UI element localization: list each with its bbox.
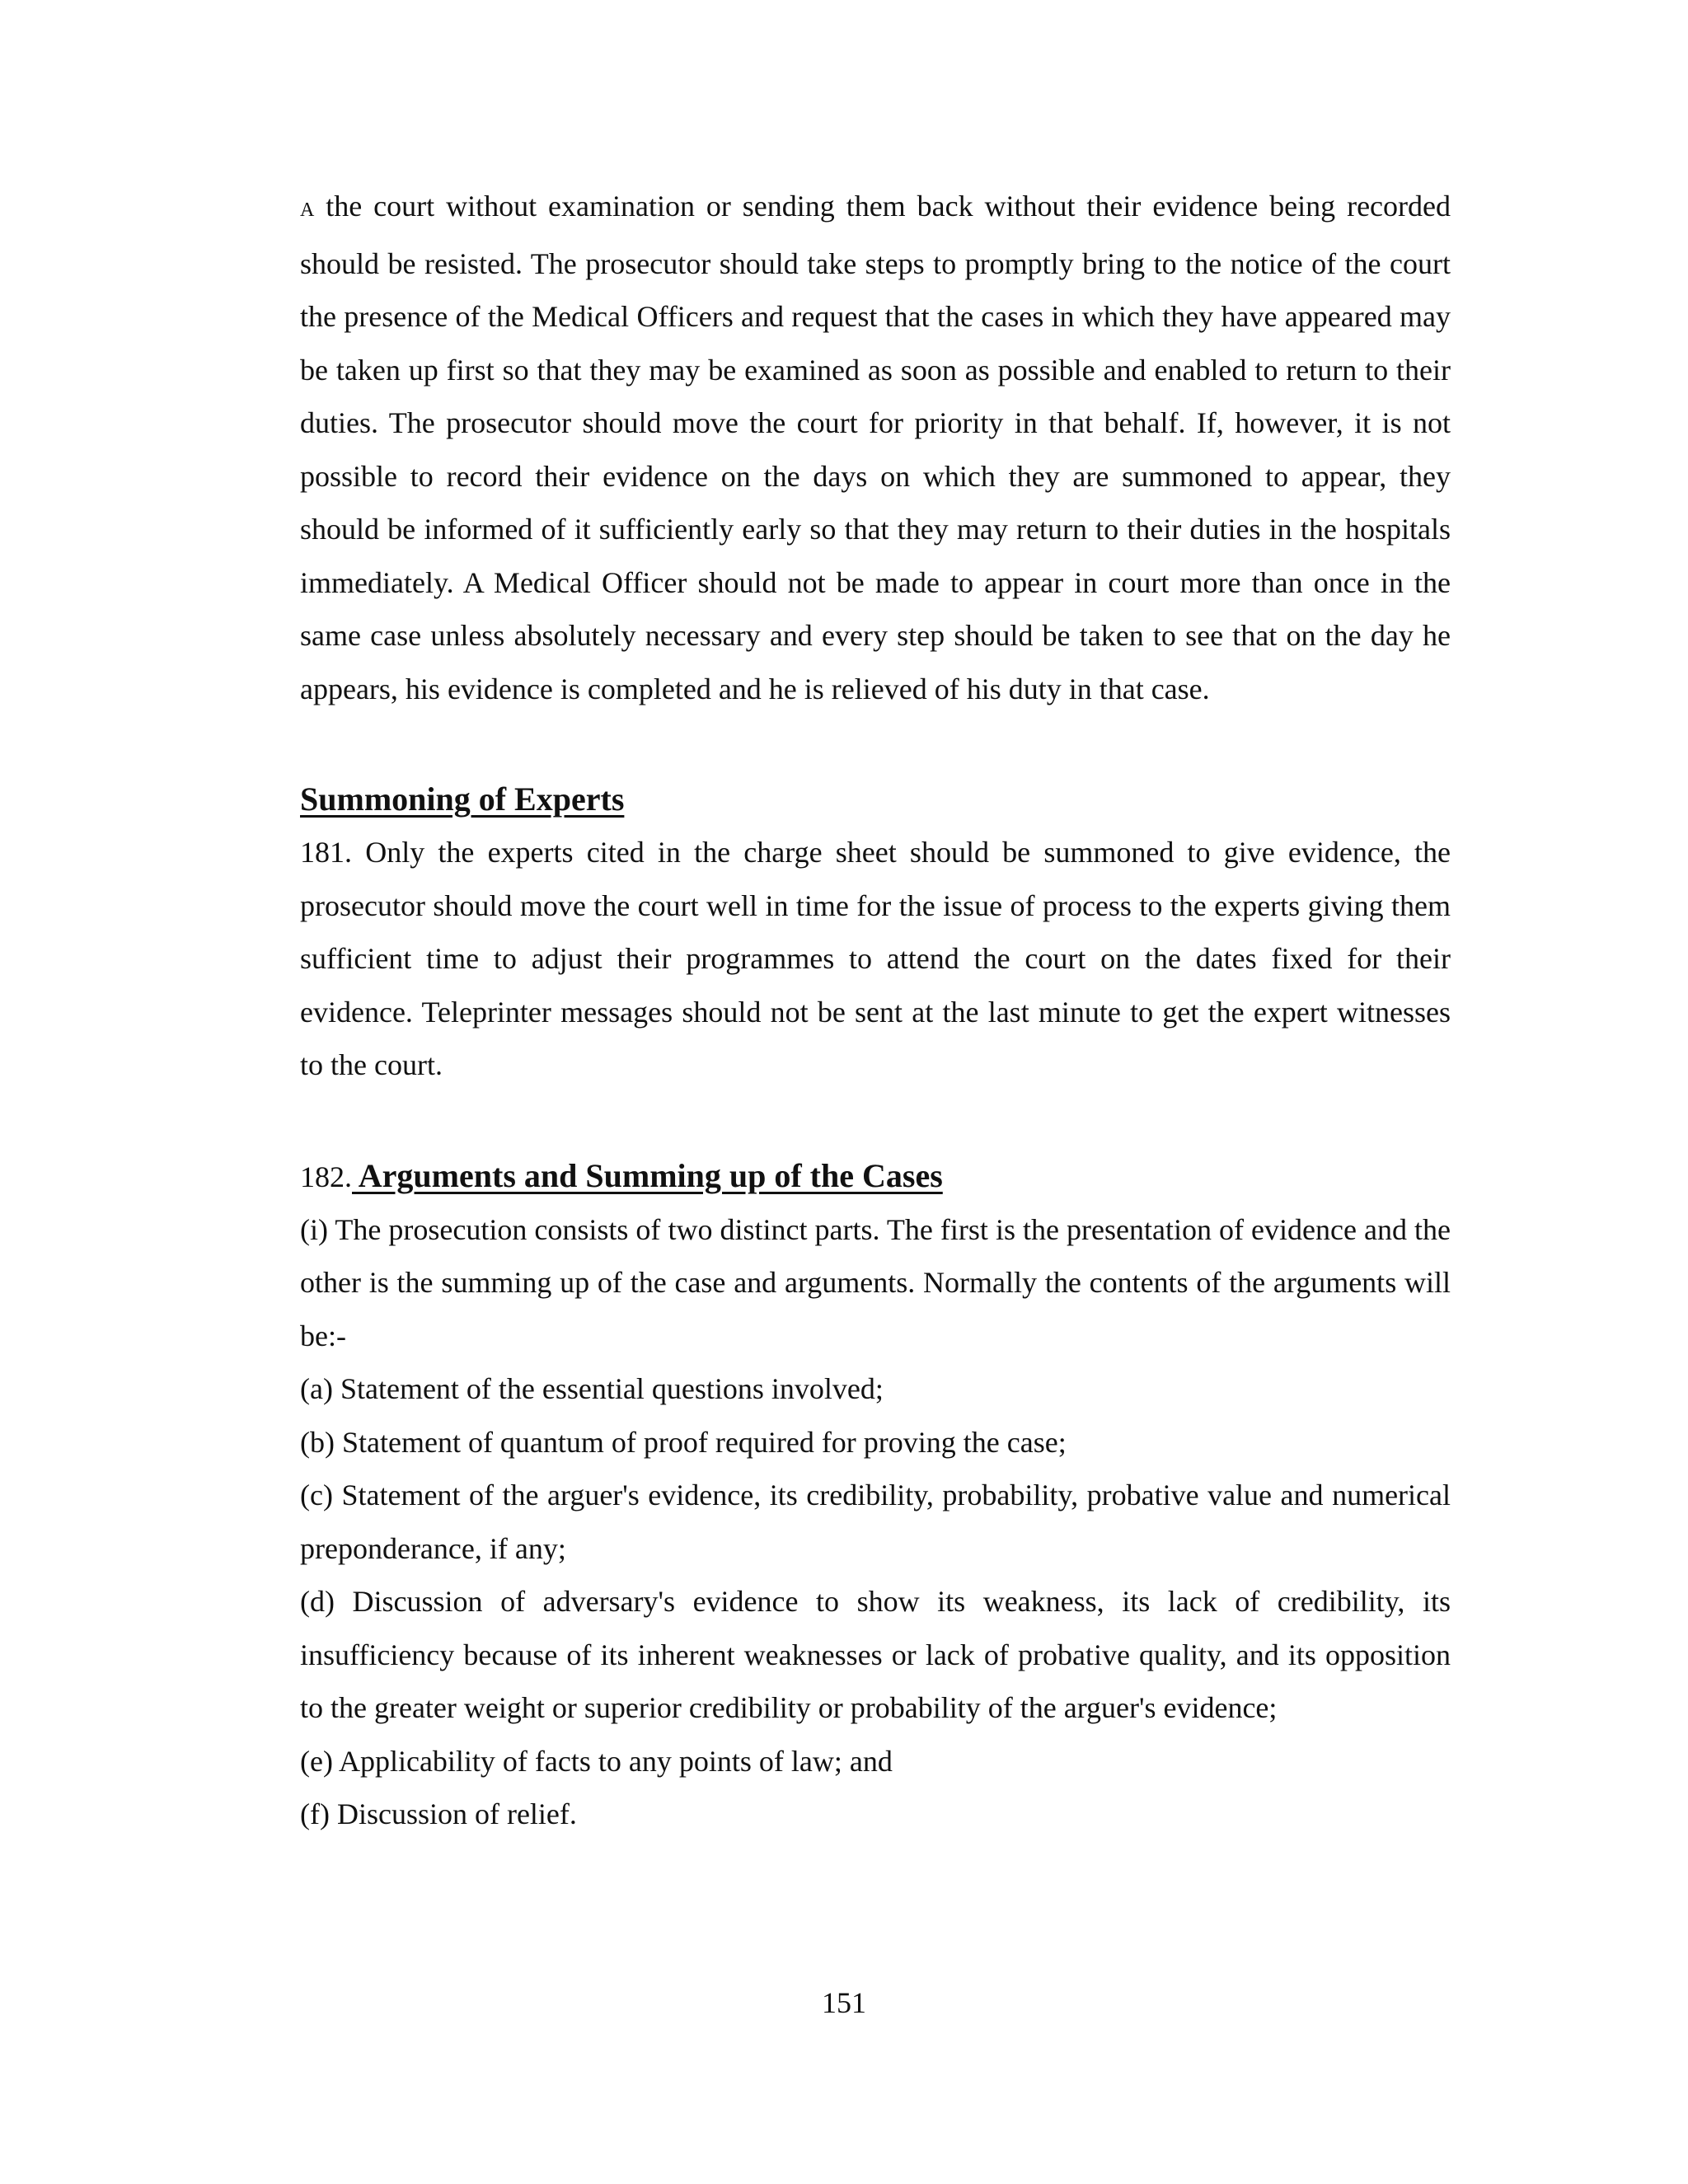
continuation-paragraph xyxy=(300,180,1451,715)
arguments-heading: Arguments and Summing up of the Cases xyxy=(352,1156,943,1194)
arguments-heading-line xyxy=(300,1150,1451,1203)
list-item: (d) Discussion of adversary's evidence to show its weakness, its lack of credibility, its insufficiency because of its inherent weaknesses or lack of probative quality, and its opposition to the greater weight or superior credibility or probability of the arguer's evidence; xyxy=(300,1585,1451,1724)
experts-section xyxy=(300,773,1451,1092)
list-item: (e) Applicability of facts to any points of law; and xyxy=(300,1744,893,1778)
arguments-list xyxy=(300,1362,1451,1841)
continuation-text: the court without examination or sending them back without their evidence being recorded should be resisted. The prosecutor should take steps to promptly bring to the notice of the court the presence of the Medical Officers and request that the cases in which they have appeared may be taken up first so that they may be examined as soon as possible and enabled to return to their duties. The prosecutor should move the court for priority in that behalf. If, however, it is not possible to record their evidence on the days on which they are summoned to appear, they should be informed of it sufficiently early so that they may return to their duties in the hospitals immediately. A Medical Officer should not be made to appear in court more than once in the same case unless absolutely necessary and every step should be taken to see that on the day he appears, his evidence is completed and he is relieved of his duty in that case. xyxy=(300,190,1451,705)
list-item: (c) Statement of the arguer's evidence, its credibility, probability, probative value and numerical preponderance, if any; xyxy=(300,1479,1451,1565)
arguments-section xyxy=(300,1150,1451,1841)
list-item: (f) Discussion of relief. xyxy=(300,1797,577,1830)
section-number: 182. xyxy=(300,1160,352,1193)
continuation-section xyxy=(300,180,1451,715)
experts-paragraph: 181. Only the experts cited in the charge sheet should be summoned to give evidence, the prosecutor should move the court well in time for the issue of process to the experts giving them sufficient time to adjust their programmes to attend the court on the dates fixed for their evidence. Teleprinter messages should not be sent at the last minute to get the expert witnesses to the court. xyxy=(300,836,1451,1081)
page-number: 151 xyxy=(822,1986,866,2019)
list-item: (b) Statement of quantum of proof required for proving the case; xyxy=(300,1425,1067,1459)
experts-heading: Summoning of Experts xyxy=(300,780,625,818)
document-page xyxy=(300,180,1451,1841)
arguments-intro: (i) The prosecution consists of two distinct parts. The first is the presentation of evidence and the other is the summing up of the case and arguments. Normally the contents of the arguments will be:- xyxy=(300,1212,1451,1352)
list-item: (a) Statement of the essential questions involved; xyxy=(300,1372,884,1405)
margin-letter: A xyxy=(300,199,315,221)
